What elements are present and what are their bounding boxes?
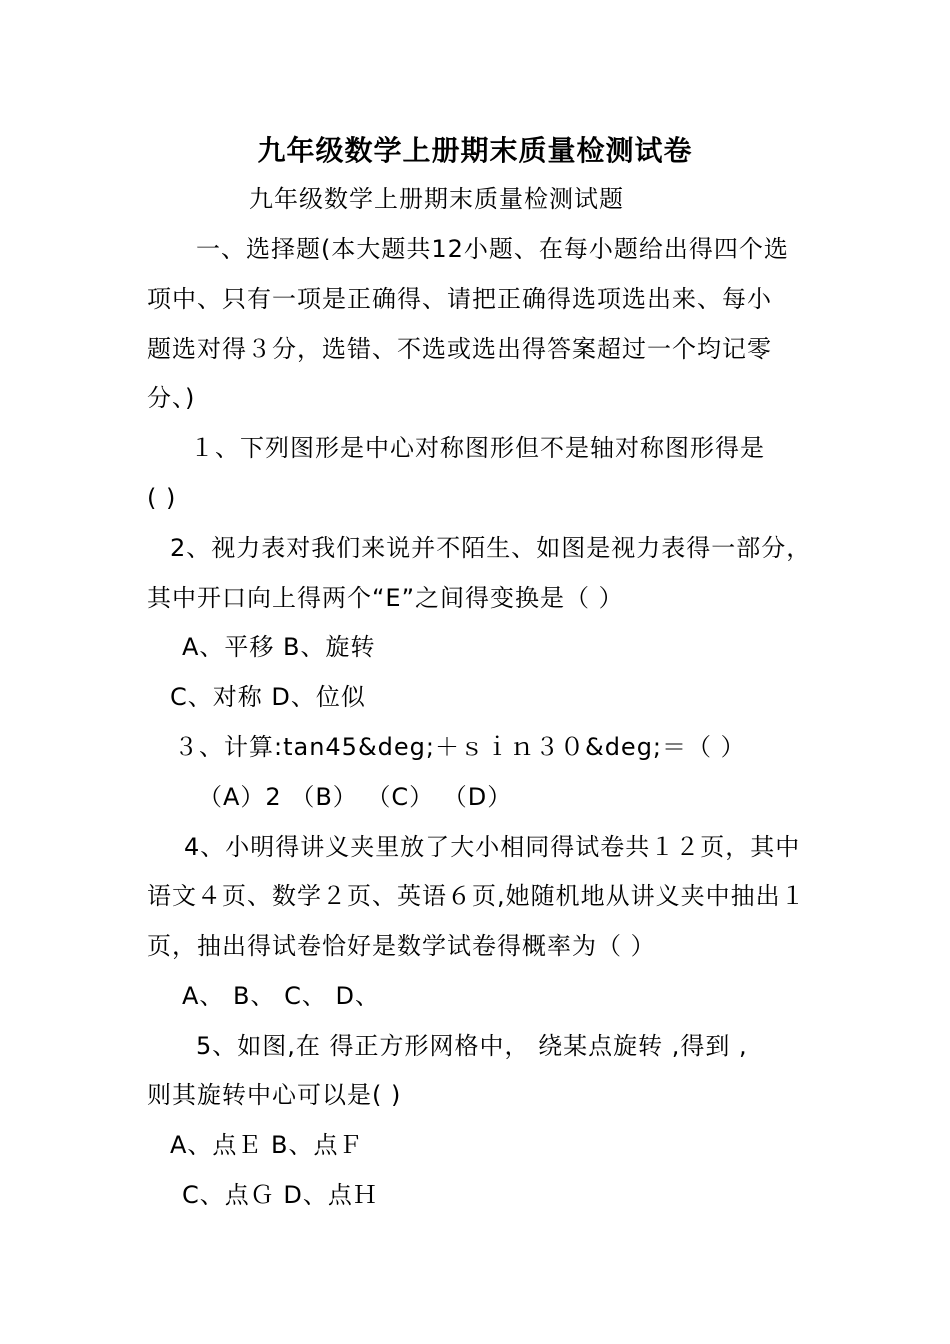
- document-title: 九年级数学上册期末质量检测试卷: [257, 134, 693, 167]
- section-heading-line-2: 项中、只有一项是正确得、请把正确得选项选出来、每小: [147, 285, 772, 313]
- question-4-text-line-2: 语文４页、数学２页、英语６页,她随机地从讲义夹中抽出１: [147, 882, 806, 910]
- question-5-options-cd: C、点Ｇ D、点Ｈ: [182, 1181, 378, 1209]
- question-2-text-line-1: 2、视力表对我们来说并不陌生、如图是视力表得一部分，: [170, 534, 812, 562]
- question-2-options-ab: A、平移 B、旋转: [182, 633, 376, 661]
- section-heading-line-4: 分、): [147, 384, 196, 412]
- question-3-options: （A）2 （B） （C） （D）: [198, 783, 513, 811]
- section-heading-line-1: 一、选择题(本大题共12小题、在每小题给出得四个选: [196, 235, 789, 263]
- question-5-text-line-1: 5、如图,在 得正方形网格中， 绕某点旋转 ,得到 ,: [196, 1032, 748, 1060]
- question-2-options-cd: C、对称 D、位似: [170, 683, 366, 711]
- question-4-text-line-3: 页，抽出得试卷恰好是数学试卷得概率为（ ）: [147, 932, 656, 960]
- question-4-text-line-1: 4、小明得讲义夹里放了大小相同得试卷共１２页，其中: [184, 833, 801, 861]
- question-4-options: A、 B、 C、 D、: [182, 982, 381, 1010]
- subtitle-line: 九年级数学上册期末质量检测试题: [249, 185, 624, 213]
- question-5-text-line-2: 则其旋转中心可以是( ): [147, 1081, 402, 1109]
- section-heading-line-3: 题选对得３分，选错、不选或选出得答案超过一个均记零: [147, 335, 772, 363]
- question-3-text: ３、计算:tan45&deg;＋ｓｉｎ３０&deg;＝（ ）: [174, 733, 746, 761]
- question-2-text-line-2: 其中开口向上得两个“E”之间得变换是（ ）: [147, 584, 624, 612]
- question-1-blank: ( ): [147, 484, 177, 512]
- question-5-options-ab: A、点Ｅ B、点Ｆ: [170, 1131, 364, 1159]
- question-1-text: １、下列图形是中心对称图形但不是轴对称图形得是: [190, 434, 765, 462]
